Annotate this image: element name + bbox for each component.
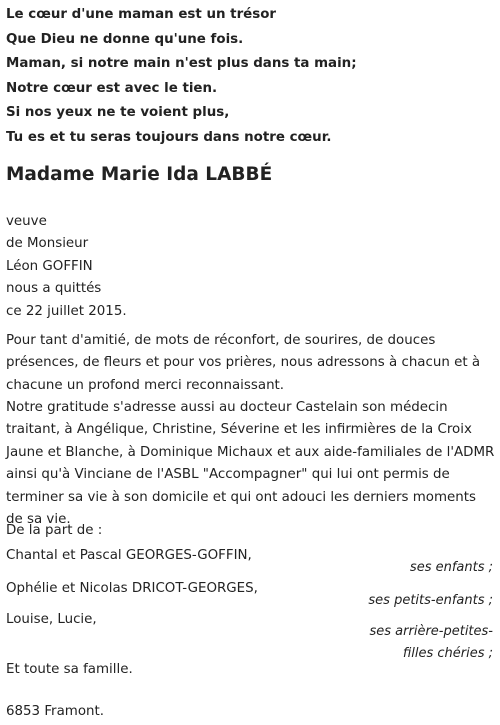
poem-line: Maman, si notre main n'est plus dans ta main; — [6, 56, 357, 72]
intro-block — [6, 211, 127, 323]
intro-line: ce 22 juillet 2015. — [6, 303, 127, 319]
family-role-line: ses arrière-petites- — [369, 624, 493, 639]
from-label: De la part de : — [6, 523, 103, 538]
intro-line: de Monsieur — [6, 236, 89, 252]
thanks-paragraph — [6, 330, 480, 397]
family-names: Ophélie et Nicolas DRICOT-GEORGES, — [6, 581, 258, 596]
intro-line: nous a quittés — [6, 281, 102, 297]
family-role-line: filles chéries ; — [402, 646, 493, 662]
gratitude-line: Notre gratitude s'adresse aussi au docteur Castelain son médecin — [6, 400, 448, 415]
poem — [6, 3, 357, 151]
poem-line: Tu es et tu seras toujours dans notre cœur. — [6, 129, 332, 145]
family-role: ses enfants ; — [409, 560, 493, 575]
thanks-line: présences, de fleurs et pour vos prières, nous adressons à chacun et à — [6, 355, 481, 371]
family-role: ses petits-enfants ; — [368, 593, 493, 608]
address: 6853 Framont. — [6, 704, 105, 719]
intro-line: Léon GOFFIN — [6, 258, 93, 274]
thanks-line: chacune un profond merci reconnaissant. — [6, 377, 285, 393]
gratitude-line: Jaune et Blanche, à Dominique Michaux et aux aide-familiales de l'ADMR — [6, 444, 495, 460]
family-role — [370, 621, 494, 666]
gratitude-paragraph — [6, 397, 494, 531]
poem-line: Que Dieu ne donne qu'une fois. — [6, 31, 244, 47]
poem-line: Notre cœur est avec le tien. — [6, 80, 218, 96]
gratitude-line: de sa vie. — [6, 512, 71, 528]
poem-line: Le cœur d'une maman est un trésor — [6, 7, 277, 22]
gratitude-line: terminer sa vie à son domicile et qui ont adouci les derniers moments — [6, 489, 476, 505]
gratitude-line: traitant, à Angélique, Christine, Séverine et les infirmières de la Croix — [6, 422, 472, 438]
gratitude-line: ainsi qu'à Vinciane de l'ASBL "Accompagner" qui lui ont permis de — [6, 467, 450, 483]
thanks-line: Pour tant d'amitié, de mots de réconfort, de sourires, de douces — [6, 333, 436, 348]
family-names: Louise, Lucie, — [6, 612, 97, 627]
whole-family: Et toute sa famille. — [6, 662, 133, 677]
intro-line: veuve — [6, 214, 47, 229]
poem-line: Si nos yeux ne te voient plus, — [6, 105, 230, 121]
family-names: Chantal et Pascal GEORGES-GOFFIN, — [6, 548, 252, 563]
deceased-name: Madame Marie Ida LABBÉ — [6, 164, 273, 185]
